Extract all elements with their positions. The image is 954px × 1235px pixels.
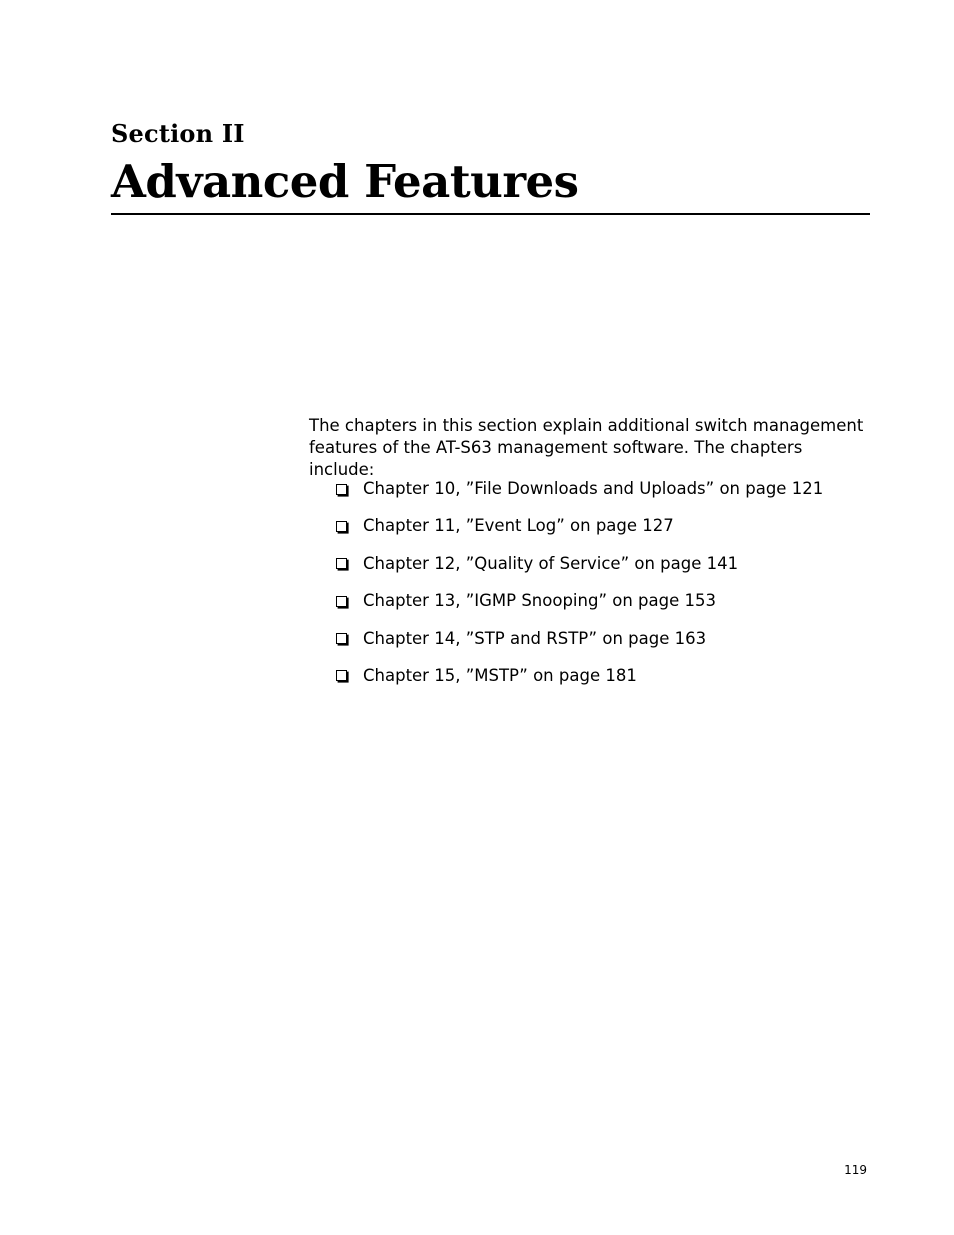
list-item	[336, 628, 823, 650]
title-divider	[111, 213, 870, 215]
chapter-link-label: Chapter 12, ”Quality of Service” on page 141	[363, 553, 739, 573]
chapter-link-label: Chapter 14, ”STP and RSTP” on page 163	[363, 628, 707, 648]
chapter-link-label: Chapter 10, ”File Downloads and Uploads” on page 121	[363, 479, 824, 498]
page-title: Advanced Features	[111, 155, 579, 208]
list-item	[336, 515, 823, 537]
list-item	[336, 553, 823, 575]
list-item	[336, 478, 823, 500]
page-number: 119	[844, 1163, 867, 1177]
chapter-link-label: Chapter 13, ”IGMP Snooping” on page 153	[363, 591, 716, 611]
chapter-link-label: Chapter 15, ”MSTP” on page 181	[363, 665, 637, 685]
section-label: Section II	[111, 119, 245, 148]
list-item	[336, 665, 823, 687]
checkbox-icon	[336, 484, 347, 495]
checkbox-icon	[336, 596, 347, 607]
chapter-link-label: Chapter 11, ”Event Log” on page 127	[363, 516, 674, 536]
checkbox-icon	[336, 633, 347, 644]
list-item	[336, 590, 823, 612]
checkbox-icon	[336, 558, 347, 569]
chapter-list	[336, 478, 823, 702]
intro-paragraph: The chapters in this section explain additional switch management features of the AT-S63 management software. The chapters include:	[309, 416, 864, 479]
checkbox-icon	[336, 670, 347, 681]
checkbox-icon	[336, 521, 347, 532]
